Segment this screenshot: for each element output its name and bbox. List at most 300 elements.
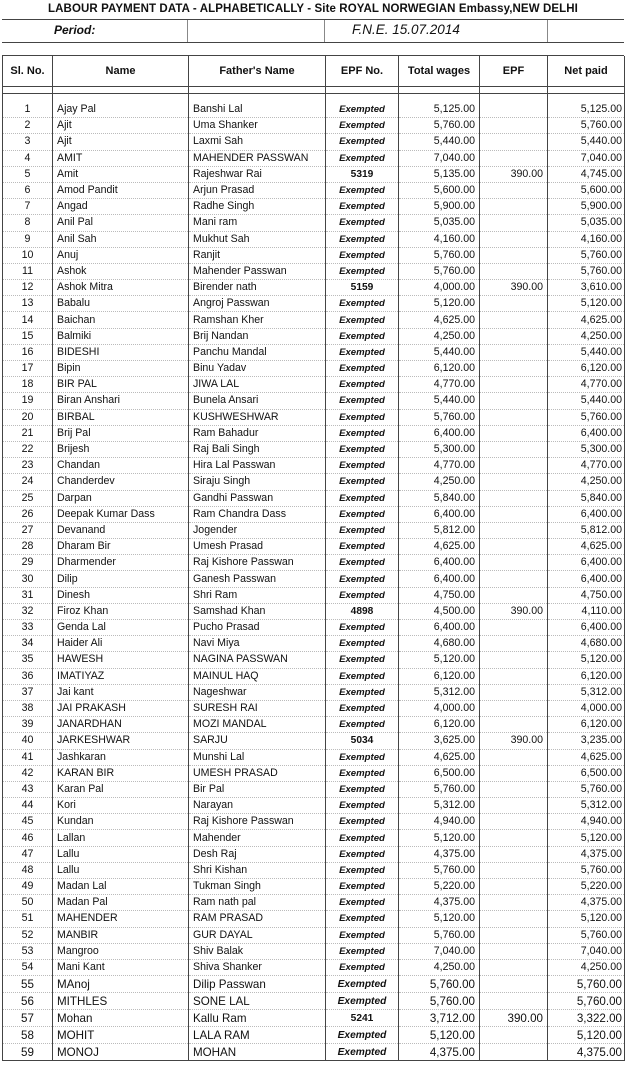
cell-slno: 7	[3, 199, 53, 215]
cell-epf	[480, 490, 548, 506]
cell-name: Mani Kant	[53, 959, 189, 975]
column-header-row	[3, 56, 625, 87]
cell-net-paid: 4,625.00	[548, 312, 625, 328]
table-row	[3, 458, 625, 474]
cell-total-wages: 5,300.00	[399, 441, 480, 457]
table-row	[3, 700, 625, 716]
cell-slno: 35	[3, 652, 53, 668]
cell-father-name: Angroj Passwan	[189, 296, 326, 312]
cell-name: Babalu	[53, 296, 189, 312]
cell-epf	[480, 102, 548, 118]
cell-total-wages: 4,375.00	[399, 895, 480, 911]
cell-epf	[480, 652, 548, 668]
cell-father-name: Shri Kishan	[189, 862, 326, 878]
table-row	[3, 846, 625, 862]
cell-name: Biran Anshari	[53, 393, 189, 409]
cell-net-paid: 5,312.00	[548, 798, 625, 814]
table-row	[3, 490, 625, 506]
cell-name: MITHLES	[53, 993, 189, 1010]
cell-net-paid: 3,235.00	[548, 733, 625, 749]
cell-epf-no: Exempted	[326, 150, 399, 166]
cell-name: JARKESHWAR	[53, 733, 189, 749]
cell-epf-no: Exempted	[326, 976, 399, 993]
cell-father-name: MAINUL HAQ	[189, 668, 326, 684]
cell-net-paid: 5,312.00	[548, 684, 625, 700]
cell-slno: 45	[3, 814, 53, 830]
cell-total-wages: 6,120.00	[399, 668, 480, 684]
cell-name: Kundan	[53, 814, 189, 830]
cell-total-wages: 4,250.00	[399, 474, 480, 490]
table-row	[3, 506, 625, 522]
table-row	[3, 668, 625, 684]
cell-father-name: Munshi Lal	[189, 749, 326, 765]
table-row	[3, 798, 625, 814]
cell-epf	[480, 199, 548, 215]
table-row	[3, 814, 625, 830]
cell-slno: 23	[3, 458, 53, 474]
cell-epf-no: Exempted	[326, 409, 399, 425]
cell-slno: 38	[3, 700, 53, 716]
table-row	[3, 150, 625, 166]
cell-total-wages: 5,760.00	[399, 263, 480, 279]
table-row	[3, 765, 625, 781]
cell-father-name: Mahender Passwan	[189, 263, 326, 279]
cell-father-name: Panchu Mandal	[189, 344, 326, 360]
table-row	[3, 215, 625, 231]
table-row	[3, 976, 625, 993]
cell-slno: 52	[3, 927, 53, 943]
cell-name: Mangroo	[53, 943, 189, 959]
cell-net-paid: 5,760.00	[548, 976, 625, 993]
cell-name: MAnoj	[53, 976, 189, 993]
cell-net-paid: 6,400.00	[548, 620, 625, 636]
cell-epf-no: 5159	[326, 280, 399, 296]
cell-epf	[480, 927, 548, 943]
cell-total-wages: 5,440.00	[399, 134, 480, 150]
table-row	[3, 118, 625, 134]
cell-father-name: Mahender	[189, 830, 326, 846]
cell-epf	[480, 846, 548, 862]
cell-name: Darpan	[53, 490, 189, 506]
cell-slno: 3	[3, 134, 53, 150]
cell-total-wages: 4,770.00	[399, 377, 480, 393]
cell-slno: 29	[3, 555, 53, 571]
cell-epf	[480, 296, 548, 312]
cell-epf: 390.00	[480, 733, 548, 749]
cell-epf	[480, 976, 548, 993]
cell-slno: 55	[3, 976, 53, 993]
col-header-name: Name	[53, 56, 189, 87]
cell-epf-no: Exempted	[326, 522, 399, 538]
cell-epf	[480, 749, 548, 765]
cell-name: KARAN BIR	[53, 765, 189, 781]
cell-slno: 43	[3, 781, 53, 797]
cell-father-name: Shiva Shanker	[189, 959, 326, 975]
table-row	[3, 344, 625, 360]
cell-father-name: GUR DAYAL	[189, 927, 326, 943]
cell-name: MONOJ	[53, 1044, 189, 1061]
cell-total-wages: 4,375.00	[399, 846, 480, 862]
table-row	[3, 603, 625, 619]
table-row	[3, 441, 625, 457]
cell-name: Brijesh	[53, 441, 189, 457]
cell-slno: 14	[3, 312, 53, 328]
col-header-father: Father's Name	[189, 56, 326, 87]
cell-total-wages: 4,250.00	[399, 959, 480, 975]
cell-total-wages: 4,680.00	[399, 636, 480, 652]
cell-slno: 13	[3, 296, 53, 312]
spacer-row	[2, 43, 624, 56]
cell-father-name: Narayan	[189, 798, 326, 814]
cell-epf-no: 5319	[326, 166, 399, 182]
cell-father-name: UMESH PRASAD	[189, 765, 326, 781]
cell-total-wages: 7,040.00	[399, 943, 480, 959]
cell-epf-no: Exempted	[326, 620, 399, 636]
cell-slno: 58	[3, 1027, 53, 1044]
cell-net-paid: 5,120.00	[548, 1027, 625, 1044]
cell-epf	[480, 814, 548, 830]
cell-epf	[480, 312, 548, 328]
cell-net-paid: 3,322.00	[548, 1010, 625, 1027]
cell-epf	[480, 911, 548, 927]
cell-epf-no: Exempted	[326, 587, 399, 603]
cell-slno: 12	[3, 280, 53, 296]
cell-name: MANBIR	[53, 927, 189, 943]
cell-epf	[480, 361, 548, 377]
cell-epf-no: Exempted	[326, 555, 399, 571]
table-row	[3, 361, 625, 377]
cell-total-wages: 5,760.00	[399, 247, 480, 263]
cell-epf	[480, 993, 548, 1010]
cell-epf	[480, 717, 548, 733]
cell-net-paid: 5,760.00	[548, 862, 625, 878]
cell-total-wages: 5,760.00	[399, 862, 480, 878]
cell-total-wages: 6,400.00	[399, 620, 480, 636]
cell-name: IMATIYAZ	[53, 668, 189, 684]
cell-net-paid: 4,625.00	[548, 749, 625, 765]
cell-epf	[480, 830, 548, 846]
cell-total-wages: 5,760.00	[399, 409, 480, 425]
cell-slno: 5	[3, 166, 53, 182]
cell-epf-no: Exempted	[326, 895, 399, 911]
cell-name: AMIT	[53, 150, 189, 166]
cell-net-paid: 4,250.00	[548, 474, 625, 490]
table-row	[3, 749, 625, 765]
cell-total-wages: 7,040.00	[399, 150, 480, 166]
cell-total-wages: 5,035.00	[399, 215, 480, 231]
cell-net-paid: 4,375.00	[548, 1044, 625, 1061]
cell-net-paid: 5,840.00	[548, 490, 625, 506]
cell-slno: 48	[3, 862, 53, 878]
cell-slno: 31	[3, 587, 53, 603]
cell-net-paid: 6,400.00	[548, 571, 625, 587]
cell-total-wages: 4,500.00	[399, 603, 480, 619]
cell-epf-no: Exempted	[326, 652, 399, 668]
cell-epf	[480, 571, 548, 587]
cell-epf-no: Exempted	[326, 798, 399, 814]
cell-epf	[480, 263, 548, 279]
cell-total-wages: 4,625.00	[399, 312, 480, 328]
table-row	[3, 959, 625, 975]
cell-slno: 40	[3, 733, 53, 749]
cell-epf	[480, 620, 548, 636]
cell-net-paid: 3,610.00	[548, 280, 625, 296]
cell-father-name: SARJU	[189, 733, 326, 749]
cell-epf-no: Exempted	[326, 361, 399, 377]
cell-net-paid: 5,035.00	[548, 215, 625, 231]
cell-slno: 21	[3, 425, 53, 441]
cell-father-name: Ranjit	[189, 247, 326, 263]
cell-net-paid: 4,250.00	[548, 959, 625, 975]
cell-net-paid: 5,440.00	[548, 134, 625, 150]
cell-total-wages: 5,120.00	[399, 1027, 480, 1044]
table-row	[3, 652, 625, 668]
cell-epf-no: Exempted	[326, 636, 399, 652]
cell-father-name: Hira Lal Passwan	[189, 458, 326, 474]
column-divider	[324, 20, 325, 42]
cell-net-paid: 4,625.00	[548, 539, 625, 555]
cell-epf	[480, 150, 548, 166]
cell-epf	[480, 328, 548, 344]
cell-father-name: Raj Kishore Passwan	[189, 555, 326, 571]
cell-net-paid: 4,375.00	[548, 846, 625, 862]
table-row	[3, 993, 625, 1010]
cell-father-name: Brij Nandan	[189, 328, 326, 344]
cell-net-paid: 6,400.00	[548, 425, 625, 441]
cell-name: Chanderdev	[53, 474, 189, 490]
cell-epf-no: Exempted	[326, 846, 399, 862]
cell-father-name: Pucho Prasad	[189, 620, 326, 636]
cell-slno: 20	[3, 409, 53, 425]
table-row	[3, 895, 625, 911]
cell-net-paid: 5,760.00	[548, 781, 625, 797]
table-row	[3, 474, 625, 490]
cell-net-paid: 6,120.00	[548, 668, 625, 684]
cell-net-paid: 6,400.00	[548, 506, 625, 522]
cell-epf-no: Exempted	[326, 993, 399, 1010]
cell-epf	[480, 425, 548, 441]
cell-net-paid: 4,110.00	[548, 603, 625, 619]
cell-total-wages: 5,120.00	[399, 911, 480, 927]
cell-total-wages: 6,400.00	[399, 506, 480, 522]
cell-name: Dilip	[53, 571, 189, 587]
cell-net-paid: 4,680.00	[548, 636, 625, 652]
table-row	[3, 571, 625, 587]
cell-epf-no: Exempted	[326, 263, 399, 279]
cell-father-name: Ganesh Passwan	[189, 571, 326, 587]
cell-epf-no: Exempted	[326, 700, 399, 716]
cell-epf-no: Exempted	[326, 911, 399, 927]
cell-epf-no: Exempted	[326, 134, 399, 150]
cell-slno: 16	[3, 344, 53, 360]
cell-name: Anil Sah	[53, 231, 189, 247]
table-row	[3, 377, 625, 393]
cell-total-wages: 6,120.00	[399, 717, 480, 733]
cell-name: Jai kant	[53, 684, 189, 700]
table-row	[3, 166, 625, 182]
cell-net-paid: 4,770.00	[548, 377, 625, 393]
cell-epf	[480, 895, 548, 911]
cell-name: Karan Pal	[53, 781, 189, 797]
cell-name: Lallu	[53, 846, 189, 862]
cell-net-paid: 5,812.00	[548, 522, 625, 538]
cell-net-paid: 4,940.00	[548, 814, 625, 830]
cell-slno: 42	[3, 765, 53, 781]
cell-slno: 50	[3, 895, 53, 911]
cell-name: Bipin	[53, 361, 189, 377]
cell-father-name: Mukhut Sah	[189, 231, 326, 247]
cell-epf-no: Exempted	[326, 425, 399, 441]
cell-epf-no: Exempted	[326, 539, 399, 555]
cell-slno: 47	[3, 846, 53, 862]
cell-name: BIRBAL	[53, 409, 189, 425]
table-row	[3, 522, 625, 538]
cell-epf	[480, 118, 548, 134]
cell-total-wages: 3,625.00	[399, 733, 480, 749]
cell-slno: 30	[3, 571, 53, 587]
cell-total-wages: 5,600.00	[399, 182, 480, 198]
cell-name: Dinesh	[53, 587, 189, 603]
cell-net-paid: 5,300.00	[548, 441, 625, 457]
cell-total-wages: 4,625.00	[399, 749, 480, 765]
cell-father-name: Desh Raj	[189, 846, 326, 862]
cell-epf-no: Exempted	[326, 490, 399, 506]
cell-epf	[480, 700, 548, 716]
col-header-slno: Sl. No.	[3, 56, 53, 87]
table-row	[3, 134, 625, 150]
cell-total-wages: 6,400.00	[399, 555, 480, 571]
cell-net-paid: 4,770.00	[548, 458, 625, 474]
cell-name: Jashkaran	[53, 749, 189, 765]
cell-epf: 390.00	[480, 166, 548, 182]
cell-slno: 11	[3, 263, 53, 279]
payment-sheet	[2, 0, 624, 1061]
cell-epf	[480, 1027, 548, 1044]
cell-name: Dharam Bir	[53, 539, 189, 555]
cell-epf	[480, 781, 548, 797]
cell-slno: 15	[3, 328, 53, 344]
cell-epf-no: 5241	[326, 1010, 399, 1027]
cell-net-paid: 5,760.00	[548, 263, 625, 279]
table-row	[3, 636, 625, 652]
cell-name: Balmiki	[53, 328, 189, 344]
table-row	[3, 862, 625, 878]
cell-epf-no: Exempted	[326, 765, 399, 781]
cell-net-paid: 5,120.00	[548, 830, 625, 846]
cell-total-wages: 4,160.00	[399, 231, 480, 247]
cell-slno: 49	[3, 879, 53, 895]
cell-total-wages: 5,440.00	[399, 393, 480, 409]
cell-total-wages: 4,625.00	[399, 539, 480, 555]
cell-name: Kori	[53, 798, 189, 814]
col-header-epfno: EPF No.	[326, 56, 399, 87]
cell-slno: 46	[3, 830, 53, 846]
cell-father-name: Gandhi Passwan	[189, 490, 326, 506]
table-row	[3, 717, 625, 733]
cell-father-name: Bir Pal	[189, 781, 326, 797]
cell-epf-no: Exempted	[326, 571, 399, 587]
cell-father-name: SURESH RAI	[189, 700, 326, 716]
cell-epf	[480, 879, 548, 895]
cell-father-name: Tukman Singh	[189, 879, 326, 895]
cell-total-wages: 5,312.00	[399, 798, 480, 814]
cell-net-paid: 7,040.00	[548, 150, 625, 166]
cell-epf-no: Exempted	[326, 927, 399, 943]
cell-epf-no: Exempted	[326, 684, 399, 700]
cell-name: Genda Lal	[53, 620, 189, 636]
cell-net-paid: 5,760.00	[548, 993, 625, 1010]
cell-epf-no: Exempted	[326, 506, 399, 522]
cell-epf-no: Exempted	[326, 1027, 399, 1044]
cell-epf-no: Exempted	[326, 830, 399, 846]
cell-father-name: LALA RAM	[189, 1027, 326, 1044]
cell-slno: 19	[3, 393, 53, 409]
table-row	[3, 102, 625, 118]
cell-slno: 28	[3, 539, 53, 555]
cell-net-paid: 5,760.00	[548, 118, 625, 134]
cell-father-name: Ram Bahadur	[189, 425, 326, 441]
table-row	[3, 587, 625, 603]
cell-total-wages: 5,812.00	[399, 522, 480, 538]
cell-name: Lallan	[53, 830, 189, 846]
cell-epf-no: 5034	[326, 733, 399, 749]
cell-total-wages: 6,400.00	[399, 425, 480, 441]
cell-total-wages: 5,760.00	[399, 118, 480, 134]
cell-epf	[480, 555, 548, 571]
cell-father-name: Laxmi Sah	[189, 134, 326, 150]
cell-name: Baichan	[53, 312, 189, 328]
cell-total-wages: 5,900.00	[399, 199, 480, 215]
cell-epf	[480, 636, 548, 652]
cell-epf-no: 4898	[326, 603, 399, 619]
cell-slno: 34	[3, 636, 53, 652]
cell-total-wages: 4,940.00	[399, 814, 480, 830]
cell-epf-no: Exempted	[326, 668, 399, 684]
cell-slno: 33	[3, 620, 53, 636]
cell-total-wages: 6,500.00	[399, 765, 480, 781]
col-header-epf: EPF	[480, 56, 548, 87]
cell-epf	[480, 587, 548, 603]
cell-net-paid: 6,400.00	[548, 555, 625, 571]
cell-slno: 1	[3, 102, 53, 118]
cell-epf-no: Exempted	[326, 814, 399, 830]
cell-net-paid: 5,900.00	[548, 199, 625, 215]
cell-total-wages: 5,840.00	[399, 490, 480, 506]
cell-name: BIDESHI	[53, 344, 189, 360]
cell-net-paid: 4,000.00	[548, 700, 625, 716]
cell-epf	[480, 441, 548, 457]
cell-name: Angad	[53, 199, 189, 215]
labour-payment-table	[2, 56, 625, 1061]
cell-epf	[480, 959, 548, 975]
table-row	[3, 911, 625, 927]
cell-total-wages: 4,750.00	[399, 587, 480, 603]
cell-father-name: Raj Bali Singh	[189, 441, 326, 457]
cell-slno: 36	[3, 668, 53, 684]
cell-epf-no: Exempted	[326, 344, 399, 360]
cell-epf-no: Exempted	[326, 328, 399, 344]
body-gap-row	[3, 94, 625, 103]
cell-slno: 27	[3, 522, 53, 538]
table-row	[3, 263, 625, 279]
cell-epf-no: Exempted	[326, 199, 399, 215]
cell-total-wages: 5,220.00	[399, 879, 480, 895]
cell-name: Dharmender	[53, 555, 189, 571]
cell-name: Devanand	[53, 522, 189, 538]
cell-total-wages: 5,760.00	[399, 927, 480, 943]
cell-father-name: KUSHWESHWAR	[189, 409, 326, 425]
cell-epf	[480, 506, 548, 522]
